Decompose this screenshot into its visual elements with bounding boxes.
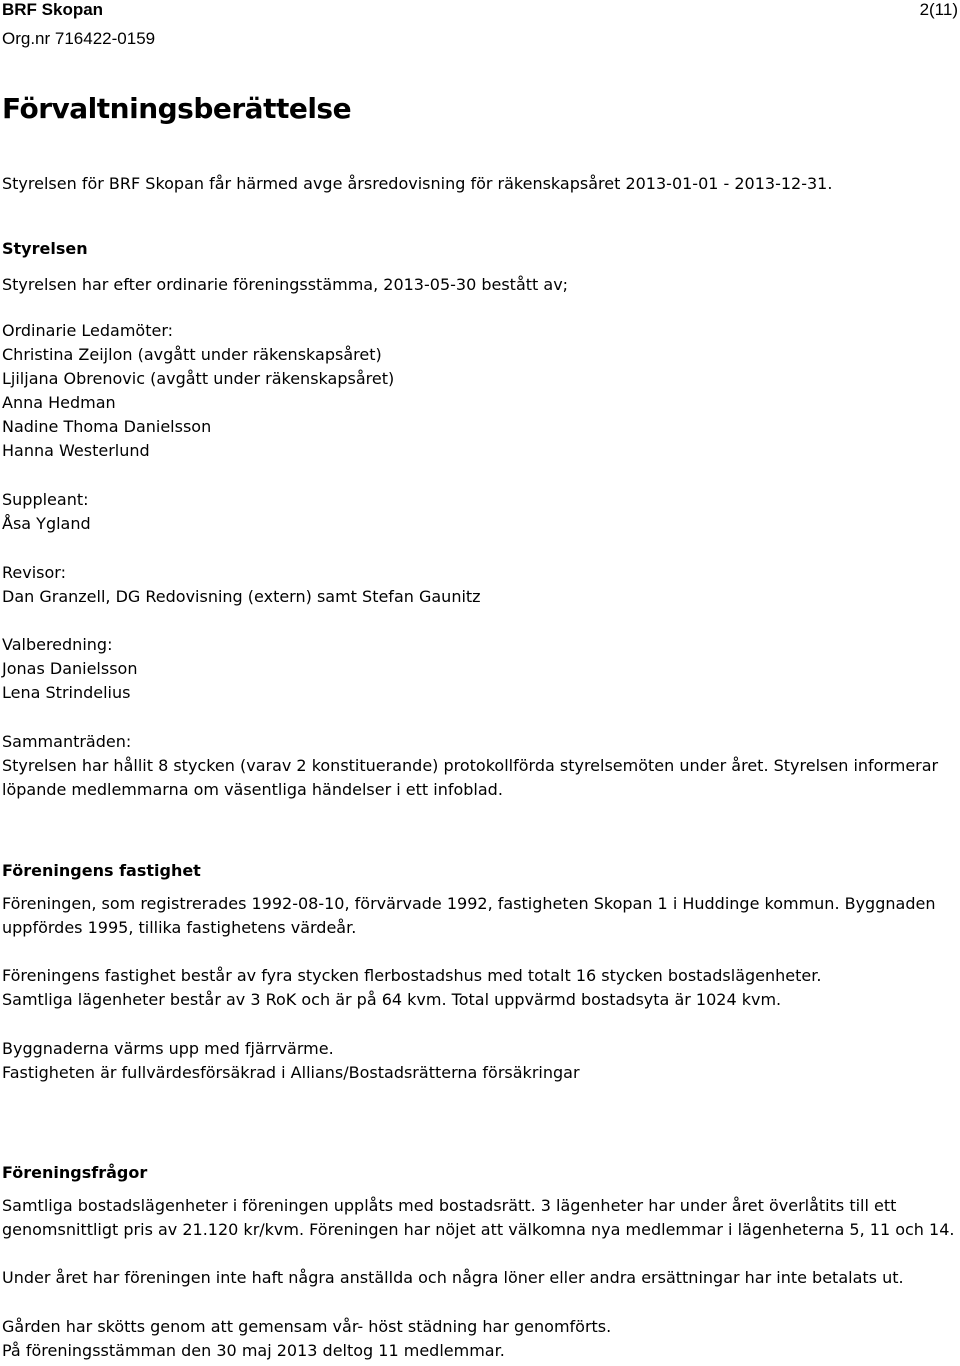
member-item: Anna Hedman bbox=[2, 393, 116, 412]
org-number: Org.nr 716422-0159 bbox=[2, 29, 156, 48]
questions-line: På föreningsstämman den 30 maj 2013 deltog 11 medlemmar. bbox=[2, 1341, 505, 1360]
page-number: 2(11) bbox=[919, 0, 958, 19]
questions-para1 bbox=[2, 1194, 954, 1242]
meetings-line: löpande medlemmarna om väsentliga händelser i ett infoblad. bbox=[2, 780, 503, 799]
member-item: Ljiljana Obrenovic (avgått under räkenskapsåret) bbox=[2, 369, 395, 388]
nomination-label: Valberedning: bbox=[2, 635, 113, 654]
intro-text: Styrelsen för BRF Skopan får härmed avge årsredovisning för räkenskapsåret 2013-01-01 - 2013-12-31. bbox=[2, 174, 833, 193]
property-para2 bbox=[2, 964, 821, 1012]
property-line: Föreningens fastighet består av fyra stycken flerbostadshus med totalt 16 stycken bostadslägenheter. bbox=[2, 966, 822, 985]
meetings-block bbox=[2, 730, 938, 802]
questions-line: Samtliga bostadslägenheter i föreningen upplåts med bostadsrätt. 3 lägenheter har under året överlåtits till ett bbox=[2, 1196, 897, 1215]
member-item: Christina Zeijlon (avgått under räkenskapsåret) bbox=[2, 345, 382, 364]
board-intro: Styrelsen har efter ordinarie föreningsstämma, 2013-05-30 bestått av; bbox=[2, 275, 569, 294]
deputy-label: Suppleant: bbox=[2, 490, 89, 509]
property-para3 bbox=[2, 1037, 580, 1085]
property-line: Fastigheten är fullvärdesförsäkrad i Allians/Bostadsrätterna försäkringar bbox=[2, 1063, 580, 1082]
questions-line: Gården har skötts genom att gemensam vår- höst städning har genomförts. bbox=[2, 1317, 612, 1336]
auditor-name: Dan Granzell, DG Redovisning (extern) samt Stefan Gaunitz bbox=[2, 587, 481, 606]
board-members-block bbox=[2, 319, 394, 463]
meetings-line: Styrelsen har hållit 8 stycken (varav 2 konstituerande) protokollförda styrelsemöten under året. Styrelsen informerar bbox=[2, 756, 939, 775]
property-line: Samtliga lägenheter består av 3 RoK och är på 64 kvm. Total uppvärmd bostadsyta är 1024 kvm. bbox=[2, 990, 782, 1009]
auditor-block bbox=[2, 561, 481, 609]
page-title: Förvaltningsberättelse bbox=[2, 92, 352, 125]
member-item: Hanna Westerlund bbox=[2, 441, 150, 460]
property-heading: Föreningens fastighet bbox=[2, 861, 201, 880]
members-label: Ordinarie Ledamöter: bbox=[2, 321, 174, 340]
nomination-block bbox=[2, 633, 137, 705]
meetings-label: Sammanträden: bbox=[2, 732, 132, 751]
questions-para3 bbox=[2, 1315, 611, 1363]
board-heading: Styrelsen bbox=[2, 239, 88, 258]
questions-para2: Under året har föreningen inte haft några anställda och några löner eller andra ersättningar har inte betalats ut. bbox=[2, 1268, 904, 1287]
property-line: Föreningen, som registrerades 1992-08-10, förvärvade 1992, fastigheten Skopan 1 i Huddinge kommun. Byggnaden bbox=[2, 894, 936, 913]
property-line: Byggnaderna värms upp med fjärrvärme. bbox=[2, 1039, 334, 1058]
property-line: uppfördes 1995, tillika fastighetens värdeår. bbox=[2, 918, 357, 937]
property-para1 bbox=[2, 892, 935, 940]
questions-heading: Föreningsfrågor bbox=[2, 1163, 148, 1182]
deputy-name: Åsa Ygland bbox=[2, 514, 91, 533]
member-item: Nadine Thoma Danielsson bbox=[2, 417, 212, 436]
org-name: BRF Skopan bbox=[2, 0, 104, 19]
nomination-item: Lena Strindelius bbox=[2, 683, 131, 702]
auditor-label: Revisor: bbox=[2, 563, 66, 582]
deputy-block bbox=[2, 488, 91, 536]
nomination-item: Jonas Danielsson bbox=[2, 659, 138, 678]
questions-line: genomsnittligt pris av 21.120 kr/kvm. Föreningen har nöjet att välkomna nya medlemmar i lägenheterna 5, 11 och 14. bbox=[2, 1220, 955, 1239]
